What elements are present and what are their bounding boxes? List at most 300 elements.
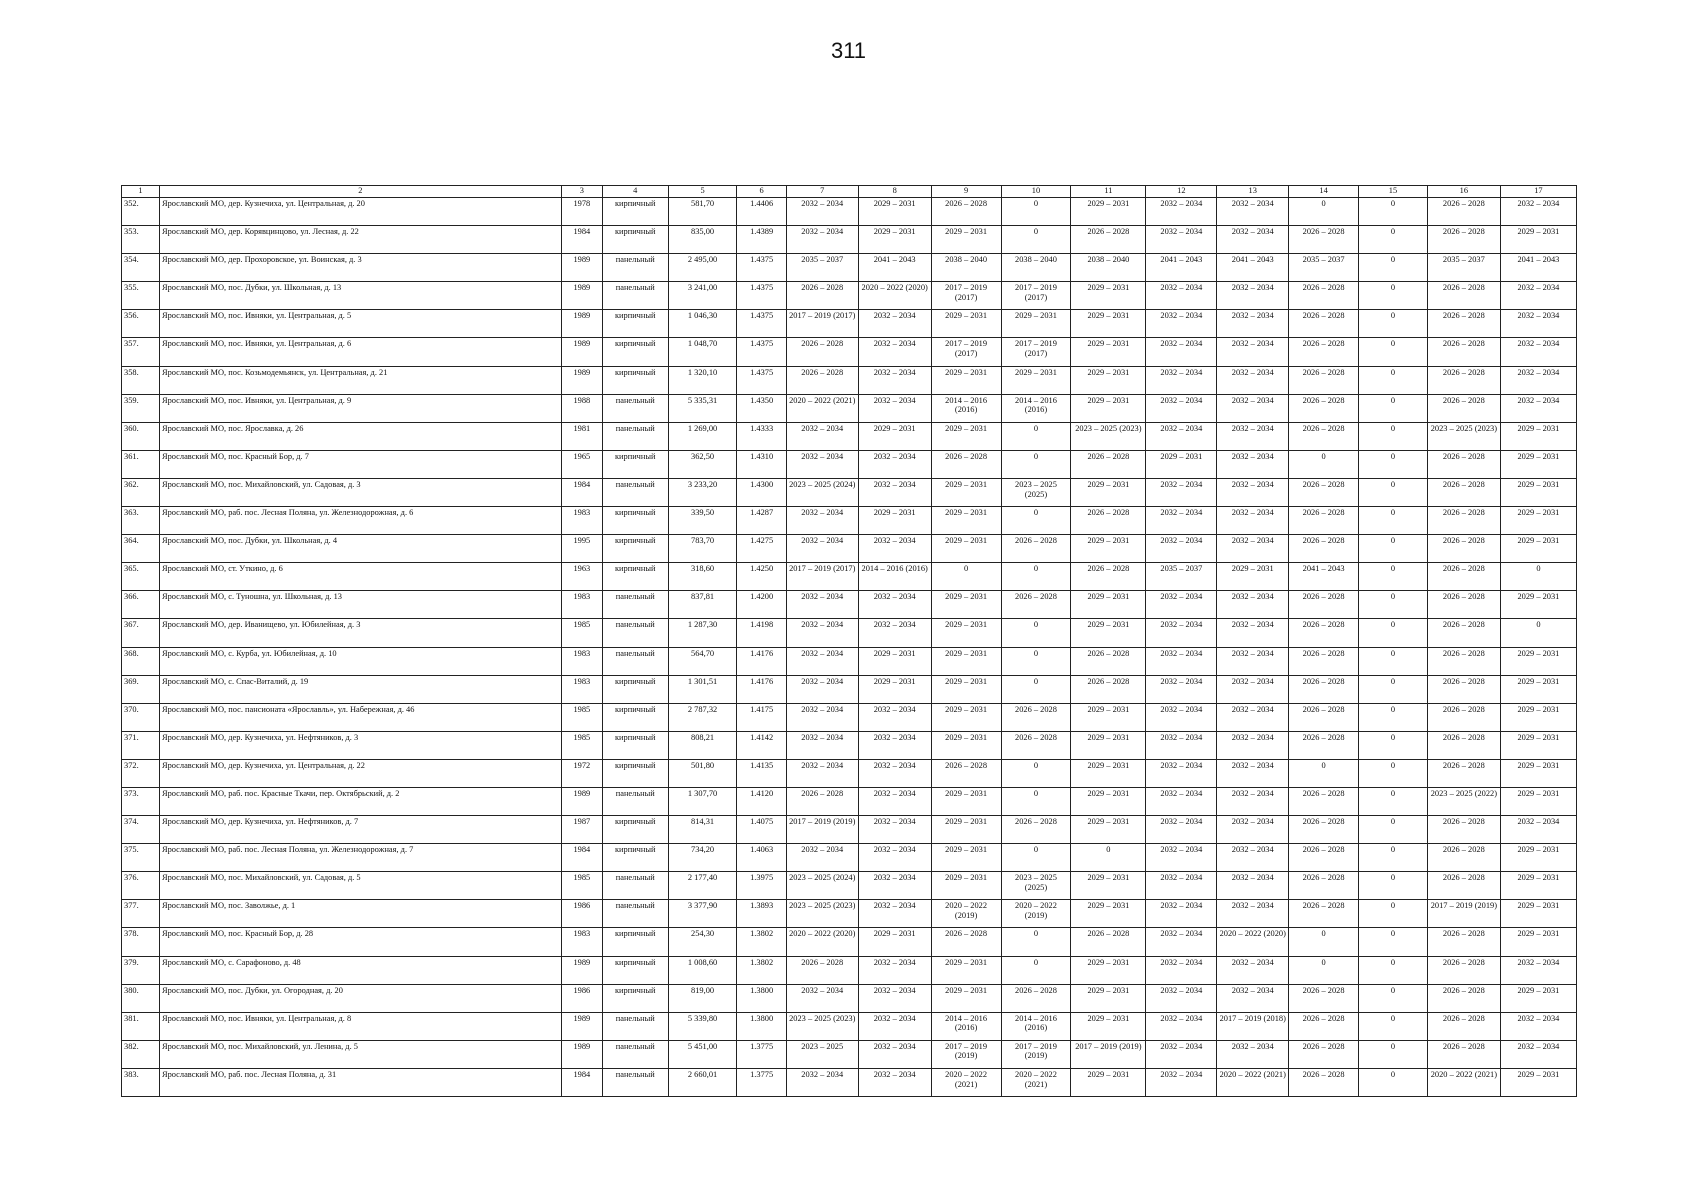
table-row	[122, 282, 1577, 310]
period-col-17-cell: 0	[1500, 619, 1576, 647]
period-col-13-cell: 2032 – 2034	[1217, 900, 1289, 928]
table-row	[122, 900, 1577, 928]
address-cell: Ярославский МО, раб. пос. Лесная Поляна, ул. Железнодорожная, д. 6	[160, 507, 562, 535]
period-col-12-cell: 2032 – 2034	[1146, 422, 1217, 450]
year-built-cell: 1989	[561, 282, 602, 310]
period-col-15-cell: 0	[1359, 535, 1428, 563]
period-col-12-cell: 2032 – 2034	[1146, 956, 1217, 984]
period-col-15-cell: 0	[1359, 450, 1428, 478]
period-col-14-cell: 2026 – 2028	[1289, 282, 1359, 310]
period-col-12-cell: 2032 – 2034	[1146, 338, 1217, 366]
area-cell: 835,00	[668, 226, 737, 254]
period-col-17-cell: 2032 – 2034	[1500, 394, 1576, 422]
column-number-row	[122, 186, 1577, 198]
period-col-13-cell: 2032 – 2034	[1217, 1040, 1289, 1068]
period-col-9-cell: 2029 – 2031	[931, 619, 1001, 647]
year-built-cell: 1986	[561, 900, 602, 928]
address-cell: Ярославский МО, дер. Иванищево, ул. Юбилейная, д. 3	[160, 619, 562, 647]
column-header-13: 13	[1217, 186, 1289, 198]
period-col-12-cell: 2032 – 2034	[1146, 507, 1217, 535]
period-col-16-cell: 2026 – 2028	[1427, 507, 1500, 535]
period-col-14-cell: 2026 – 2028	[1289, 1068, 1359, 1096]
wall-material-cell: кирпичный	[602, 507, 668, 535]
row-number-cell: 366.	[122, 591, 160, 619]
period-col-15-cell: 0	[1359, 198, 1428, 226]
table-row	[122, 703, 1577, 731]
period-col-7-cell: 2032 – 2034	[786, 591, 858, 619]
row-number-cell: 382.	[122, 1040, 160, 1068]
table-row	[122, 1012, 1577, 1040]
period-col-11-cell: 2029 – 2031	[1071, 282, 1146, 310]
coefficient-cell: 1.3802	[737, 956, 786, 984]
column-header-4: 4	[602, 186, 668, 198]
period-col-17-cell: 2029 – 2031	[1500, 675, 1576, 703]
period-col-17-cell: 2029 – 2031	[1500, 1068, 1576, 1096]
area-cell: 581,70	[668, 198, 737, 226]
coefficient-cell: 1.4375	[737, 310, 786, 338]
period-col-13-cell: 2032 – 2034	[1217, 731, 1289, 759]
area-cell: 3 233,20	[668, 478, 737, 506]
period-col-17-cell: 2029 – 2031	[1500, 844, 1576, 872]
period-col-7-cell: 2026 – 2028	[786, 338, 858, 366]
period-col-13-cell: 2032 – 2034	[1217, 675, 1289, 703]
table-row	[122, 478, 1577, 506]
year-built-cell: 1989	[561, 366, 602, 394]
period-col-16-cell: 2026 – 2028	[1427, 366, 1500, 394]
coefficient-cell: 1.4176	[737, 647, 786, 675]
period-col-7-cell: 2032 – 2034	[786, 619, 858, 647]
wall-material-cell: кирпичный	[602, 563, 668, 591]
period-col-7-cell: 2035 – 2037	[786, 254, 858, 282]
period-col-15-cell: 0	[1359, 1068, 1428, 1096]
period-col-17-cell: 2032 – 2034	[1500, 366, 1576, 394]
period-col-15-cell: 0	[1359, 338, 1428, 366]
coefficient-cell: 1.4375	[737, 366, 786, 394]
period-col-12-cell: 2032 – 2034	[1146, 984, 1217, 1012]
period-col-7-cell: 2032 – 2034	[786, 1068, 858, 1096]
coefficient-cell: 1.4375	[737, 254, 786, 282]
period-col-7-cell: 2032 – 2034	[786, 647, 858, 675]
row-number-cell: 364.	[122, 535, 160, 563]
wall-material-cell: панельный	[602, 422, 668, 450]
year-built-cell: 1989	[561, 956, 602, 984]
period-col-11-cell: 0	[1071, 844, 1146, 872]
period-col-9-cell: 2029 – 2031	[931, 703, 1001, 731]
period-col-13-cell: 2032 – 2034	[1217, 591, 1289, 619]
period-col-16-cell: 2035 – 2037	[1427, 254, 1500, 282]
period-col-10-cell: 0	[1001, 619, 1071, 647]
period-col-10-cell: 0	[1001, 450, 1071, 478]
period-col-8-cell: 2032 – 2034	[858, 1068, 931, 1096]
coefficient-cell: 1.4250	[737, 563, 786, 591]
period-col-8-cell: 2029 – 2031	[858, 675, 931, 703]
period-col-16-cell: 2026 – 2028	[1427, 984, 1500, 1012]
period-col-15-cell: 0	[1359, 703, 1428, 731]
period-col-11-cell: 2029 – 2031	[1071, 759, 1146, 787]
period-col-10-cell: 2023 – 2025 (2025)	[1001, 478, 1071, 506]
address-cell: Ярославский МО, пос. Заволжье, д. 1	[160, 900, 562, 928]
period-col-7-cell: 2032 – 2034	[786, 759, 858, 787]
period-col-15-cell: 0	[1359, 226, 1428, 254]
address-cell: Ярославский МО, дер. Кузнечиха, ул. Центральная, д. 22	[160, 759, 562, 787]
table-row	[122, 366, 1577, 394]
period-col-15-cell: 0	[1359, 507, 1428, 535]
wall-material-cell: кирпичный	[602, 984, 668, 1012]
row-number-cell: 369.	[122, 675, 160, 703]
period-col-17-cell: 2032 – 2034	[1500, 956, 1576, 984]
table-row	[122, 731, 1577, 759]
row-number-cell: 363.	[122, 507, 160, 535]
period-col-16-cell: 2026 – 2028	[1427, 1012, 1500, 1040]
table-body	[122, 198, 1577, 1097]
table-header	[122, 186, 1577, 198]
period-col-14-cell: 2026 – 2028	[1289, 591, 1359, 619]
column-header-14: 14	[1289, 186, 1359, 198]
period-col-12-cell: 2032 – 2034	[1146, 310, 1217, 338]
year-built-cell: 1972	[561, 759, 602, 787]
wall-material-cell: панельный	[602, 1040, 668, 1068]
wall-material-cell: кирпичный	[602, 844, 668, 872]
area-cell: 5 339,80	[668, 1012, 737, 1040]
area-cell: 783,70	[668, 535, 737, 563]
table-row	[122, 759, 1577, 787]
address-cell: Ярославский МО, пос. Михайловский, ул. Садовая, д. 5	[160, 872, 562, 900]
period-col-8-cell: 2032 – 2034	[858, 310, 931, 338]
address-cell: Ярославский МО, пос. Ивняки, ул. Центральная, д. 9	[160, 394, 562, 422]
period-col-16-cell: 2026 – 2028	[1427, 816, 1500, 844]
period-col-8-cell: 2014 – 2016 (2016)	[858, 563, 931, 591]
page-number: 311	[830, 38, 867, 63]
period-col-11-cell: 2029 – 2031	[1071, 338, 1146, 366]
period-col-17-cell: 2029 – 2031	[1500, 759, 1576, 787]
period-col-8-cell: 2032 – 2034	[858, 619, 931, 647]
period-col-14-cell: 0	[1289, 450, 1359, 478]
row-number-cell: 378.	[122, 928, 160, 956]
period-col-15-cell: 0	[1359, 310, 1428, 338]
column-header-5: 5	[668, 186, 737, 198]
period-col-13-cell: 2032 – 2034	[1217, 619, 1289, 647]
period-col-11-cell: 2029 – 2031	[1071, 731, 1146, 759]
period-col-11-cell: 2029 – 2031	[1071, 535, 1146, 563]
period-col-9-cell: 2026 – 2028	[931, 198, 1001, 226]
column-header-15: 15	[1359, 186, 1428, 198]
table-row	[122, 956, 1577, 984]
period-col-9-cell: 2029 – 2031	[931, 787, 1001, 815]
period-col-13-cell: 2032 – 2034	[1217, 226, 1289, 254]
period-col-14-cell: 2026 – 2028	[1289, 422, 1359, 450]
period-col-15-cell: 0	[1359, 928, 1428, 956]
wall-material-cell: кирпичный	[602, 675, 668, 703]
period-col-10-cell: 2038 – 2040	[1001, 254, 1071, 282]
period-col-16-cell: 2026 – 2028	[1427, 450, 1500, 478]
wall-material-cell: панельный	[602, 647, 668, 675]
area-cell: 819,00	[668, 984, 737, 1012]
year-built-cell: 1983	[561, 591, 602, 619]
coefficient-cell: 1.3802	[737, 928, 786, 956]
period-col-16-cell: 2026 – 2028	[1427, 226, 1500, 254]
year-built-cell: 1963	[561, 563, 602, 591]
column-header-12: 12	[1146, 186, 1217, 198]
period-col-11-cell: 2029 – 2031	[1071, 703, 1146, 731]
row-number-cell: 355.	[122, 282, 160, 310]
year-built-cell: 1987	[561, 816, 602, 844]
column-header-9: 9	[931, 186, 1001, 198]
area-cell: 5 451,00	[668, 1040, 737, 1068]
period-col-9-cell: 2029 – 2031	[931, 647, 1001, 675]
period-col-14-cell: 2026 – 2028	[1289, 703, 1359, 731]
column-header-3: 3	[561, 186, 602, 198]
period-col-9-cell: 2029 – 2031	[931, 478, 1001, 506]
period-col-14-cell: 0	[1289, 956, 1359, 984]
wall-material-cell: панельный	[602, 619, 668, 647]
period-col-7-cell: 2017 – 2019 (2017)	[786, 563, 858, 591]
period-col-8-cell: 2032 – 2034	[858, 1012, 931, 1040]
period-col-10-cell: 2023 – 2025 (2025)	[1001, 872, 1071, 900]
period-col-17-cell: 2029 – 2031	[1500, 591, 1576, 619]
row-number-cell: 353.	[122, 226, 160, 254]
year-built-cell: 1984	[561, 478, 602, 506]
period-col-8-cell: 2032 – 2034	[858, 731, 931, 759]
period-col-17-cell: 2029 – 2031	[1500, 422, 1576, 450]
period-col-7-cell: 2020 – 2022 (2021)	[786, 394, 858, 422]
housing-table-wrapper	[121, 185, 1577, 1097]
coefficient-cell: 1.3775	[737, 1040, 786, 1068]
row-number-cell: 372.	[122, 759, 160, 787]
period-col-7-cell: 2032 – 2034	[786, 507, 858, 535]
period-col-14-cell: 2026 – 2028	[1289, 226, 1359, 254]
column-header-11: 11	[1071, 186, 1146, 198]
period-col-15-cell: 0	[1359, 872, 1428, 900]
wall-material-cell: панельный	[602, 1068, 668, 1096]
period-col-9-cell: 2029 – 2031	[931, 816, 1001, 844]
row-number-cell: 367.	[122, 619, 160, 647]
period-col-7-cell: 2032 – 2034	[786, 675, 858, 703]
coefficient-cell: 1.3800	[737, 984, 786, 1012]
period-col-9-cell: 2029 – 2031	[931, 507, 1001, 535]
period-col-11-cell: 2023 – 2025 (2023)	[1071, 422, 1146, 450]
row-number-cell: 376.	[122, 872, 160, 900]
period-col-14-cell: 2026 – 2028	[1289, 731, 1359, 759]
period-col-12-cell: 2032 – 2034	[1146, 226, 1217, 254]
column-header-10: 10	[1001, 186, 1071, 198]
row-number-cell: 365.	[122, 563, 160, 591]
area-cell: 2 177,40	[668, 872, 737, 900]
period-col-16-cell: 2026 – 2028	[1427, 675, 1500, 703]
period-col-11-cell: 2026 – 2028	[1071, 563, 1146, 591]
period-col-10-cell: 2026 – 2028	[1001, 984, 1071, 1012]
period-col-12-cell: 2032 – 2034	[1146, 1012, 1217, 1040]
area-cell: 1 008,60	[668, 956, 737, 984]
period-col-13-cell: 2020 – 2022 (2020)	[1217, 928, 1289, 956]
period-col-12-cell: 2032 – 2034	[1146, 900, 1217, 928]
row-number-cell: 374.	[122, 816, 160, 844]
period-col-10-cell: 0	[1001, 759, 1071, 787]
coefficient-cell: 1.4135	[737, 759, 786, 787]
period-col-8-cell: 2032 – 2034	[858, 956, 931, 984]
address-cell: Ярославский МО, пос. Михайловский, ул. Ленина, д. 5	[160, 1040, 562, 1068]
period-col-17-cell: 0	[1500, 563, 1576, 591]
row-number-cell: 352.	[122, 198, 160, 226]
area-cell: 1 046,30	[668, 310, 737, 338]
period-col-12-cell: 2035 – 2037	[1146, 563, 1217, 591]
period-col-14-cell: 2026 – 2028	[1289, 478, 1359, 506]
area-cell: 734,20	[668, 844, 737, 872]
period-col-12-cell: 2032 – 2034	[1146, 759, 1217, 787]
year-built-cell: 1985	[561, 872, 602, 900]
year-built-cell: 1984	[561, 844, 602, 872]
period-col-17-cell: 2029 – 2031	[1500, 900, 1576, 928]
period-col-7-cell: 2017 – 2019 (2017)	[786, 310, 858, 338]
year-built-cell: 1985	[561, 731, 602, 759]
period-col-9-cell: 2026 – 2028	[931, 759, 1001, 787]
period-col-13-cell: 2032 – 2034	[1217, 198, 1289, 226]
period-col-17-cell: 2032 – 2034	[1500, 198, 1576, 226]
period-col-15-cell: 0	[1359, 282, 1428, 310]
period-col-15-cell: 0	[1359, 900, 1428, 928]
period-col-15-cell: 0	[1359, 591, 1428, 619]
period-col-9-cell: 2026 – 2028	[931, 928, 1001, 956]
period-col-10-cell: 0	[1001, 422, 1071, 450]
wall-material-cell: кирпичный	[602, 226, 668, 254]
address-cell: Ярославский МО, ст. Уткино, д. 6	[160, 563, 562, 591]
period-col-7-cell: 2026 – 2028	[786, 282, 858, 310]
table-row	[122, 647, 1577, 675]
row-number-cell: 356.	[122, 310, 160, 338]
table-row	[122, 507, 1577, 535]
year-built-cell: 1995	[561, 535, 602, 563]
period-col-7-cell: 2032 – 2034	[786, 422, 858, 450]
period-col-8-cell: 2020 – 2022 (2020)	[858, 282, 931, 310]
wall-material-cell: панельный	[602, 787, 668, 815]
row-number-cell: 360.	[122, 422, 160, 450]
area-cell: 837,81	[668, 591, 737, 619]
period-col-8-cell: 2032 – 2034	[858, 591, 931, 619]
table-row	[122, 198, 1577, 226]
address-cell: Ярославский МО, дер. Корявцинцово, ул. Лесная, д. 22	[160, 226, 562, 254]
address-cell: Ярославский МО, пос. Ивняки, ул. Центральная, д. 6	[160, 338, 562, 366]
area-cell: 814,31	[668, 816, 737, 844]
period-col-7-cell: 2032 – 2034	[786, 198, 858, 226]
period-col-10-cell: 0	[1001, 675, 1071, 703]
period-col-8-cell: 2029 – 2031	[858, 928, 931, 956]
period-col-11-cell: 2029 – 2031	[1071, 900, 1146, 928]
table-row	[122, 450, 1577, 478]
period-col-17-cell: 2029 – 2031	[1500, 928, 1576, 956]
area-cell: 2 495,00	[668, 254, 737, 282]
table-row	[122, 310, 1577, 338]
period-col-12-cell: 2041 – 2043	[1146, 254, 1217, 282]
wall-material-cell: панельный	[602, 900, 668, 928]
period-col-7-cell: 2032 – 2034	[786, 844, 858, 872]
period-col-13-cell: 2032 – 2034	[1217, 816, 1289, 844]
address-cell: Ярославский МО, дер. Кузнечиха, ул. Центральная, д. 20	[160, 198, 562, 226]
wall-material-cell: панельный	[602, 282, 668, 310]
coefficient-cell: 1.4375	[737, 338, 786, 366]
row-number-cell: 381.	[122, 1012, 160, 1040]
period-col-14-cell: 2026 – 2028	[1289, 535, 1359, 563]
period-col-9-cell: 2029 – 2031	[931, 310, 1001, 338]
table-row	[122, 422, 1577, 450]
area-cell: 501,80	[668, 759, 737, 787]
period-col-12-cell: 2032 – 2034	[1146, 928, 1217, 956]
period-col-10-cell: 2029 – 2031	[1001, 310, 1071, 338]
row-number-cell: 362.	[122, 478, 160, 506]
area-cell: 318,60	[668, 563, 737, 591]
column-header-16: 16	[1427, 186, 1500, 198]
period-col-10-cell: 0	[1001, 956, 1071, 984]
period-col-13-cell: 2032 – 2034	[1217, 338, 1289, 366]
column-header-17: 17	[1500, 186, 1576, 198]
wall-material-cell: кирпичный	[602, 759, 668, 787]
period-col-16-cell: 2026 – 2028	[1427, 703, 1500, 731]
period-col-13-cell: 2041 – 2043	[1217, 254, 1289, 282]
period-col-15-cell: 0	[1359, 844, 1428, 872]
period-col-9-cell: 2029 – 2031	[931, 956, 1001, 984]
row-number-cell: 358.	[122, 366, 160, 394]
area-cell: 2 660,01	[668, 1068, 737, 1096]
period-col-12-cell: 2029 – 2031	[1146, 450, 1217, 478]
period-col-12-cell: 2032 – 2034	[1146, 872, 1217, 900]
period-col-12-cell: 2032 – 2034	[1146, 1068, 1217, 1096]
wall-material-cell: кирпичный	[602, 731, 668, 759]
period-col-10-cell: 2026 – 2028	[1001, 591, 1071, 619]
address-cell: Ярославский МО, пос. пансионата «Ярославль», ул. Набережная, д. 46	[160, 703, 562, 731]
period-col-8-cell: 2032 – 2034	[858, 816, 931, 844]
period-col-16-cell: 2026 – 2028	[1427, 928, 1500, 956]
period-col-12-cell: 2032 – 2034	[1146, 535, 1217, 563]
wall-material-cell: панельный	[602, 254, 668, 282]
table-row	[122, 984, 1577, 1012]
period-col-11-cell: 2026 – 2028	[1071, 928, 1146, 956]
column-header-7: 7	[786, 186, 858, 198]
period-col-10-cell: 2026 – 2028	[1001, 731, 1071, 759]
wall-material-cell: кирпичный	[602, 816, 668, 844]
period-col-8-cell: 2032 – 2034	[858, 872, 931, 900]
period-col-16-cell: 2026 – 2028	[1427, 338, 1500, 366]
period-col-11-cell: 2029 – 2031	[1071, 872, 1146, 900]
coefficient-cell: 1.4075	[737, 816, 786, 844]
period-col-14-cell: 2026 – 2028	[1289, 844, 1359, 872]
period-col-17-cell: 2032 – 2034	[1500, 310, 1576, 338]
period-col-10-cell: 2017 – 2019 (2017)	[1001, 338, 1071, 366]
period-col-16-cell: 2026 – 2028	[1427, 759, 1500, 787]
coefficient-cell: 1.4375	[737, 282, 786, 310]
period-col-15-cell: 0	[1359, 254, 1428, 282]
period-col-17-cell: 2029 – 2031	[1500, 507, 1576, 535]
period-col-12-cell: 2032 – 2034	[1146, 394, 1217, 422]
period-col-10-cell: 2026 – 2028	[1001, 816, 1071, 844]
address-cell: Ярославский МО, пос. Михайловский, ул. Садовая, д. 3	[160, 478, 562, 506]
address-cell: Ярославский МО, с. Сарафоново, д. 48	[160, 956, 562, 984]
period-col-12-cell: 2032 – 2034	[1146, 591, 1217, 619]
period-col-9-cell: 2017 – 2019 (2019)	[931, 1040, 1001, 1068]
period-col-13-cell: 2032 – 2034	[1217, 956, 1289, 984]
period-col-17-cell: 2032 – 2034	[1500, 282, 1576, 310]
housing-table	[121, 185, 1577, 1097]
year-built-cell: 1989	[561, 1040, 602, 1068]
wall-material-cell: кирпичный	[602, 198, 668, 226]
period-col-9-cell: 2029 – 2031	[931, 984, 1001, 1012]
row-number-cell: 373.	[122, 787, 160, 815]
row-number-cell: 371.	[122, 731, 160, 759]
period-col-16-cell: 2026 – 2028	[1427, 310, 1500, 338]
period-col-17-cell: 2032 – 2034	[1500, 1012, 1576, 1040]
period-col-10-cell: 0	[1001, 928, 1071, 956]
period-col-9-cell: 2029 – 2031	[931, 731, 1001, 759]
period-col-15-cell: 0	[1359, 984, 1428, 1012]
year-built-cell: 1983	[561, 507, 602, 535]
period-col-8-cell: 2029 – 2031	[858, 507, 931, 535]
